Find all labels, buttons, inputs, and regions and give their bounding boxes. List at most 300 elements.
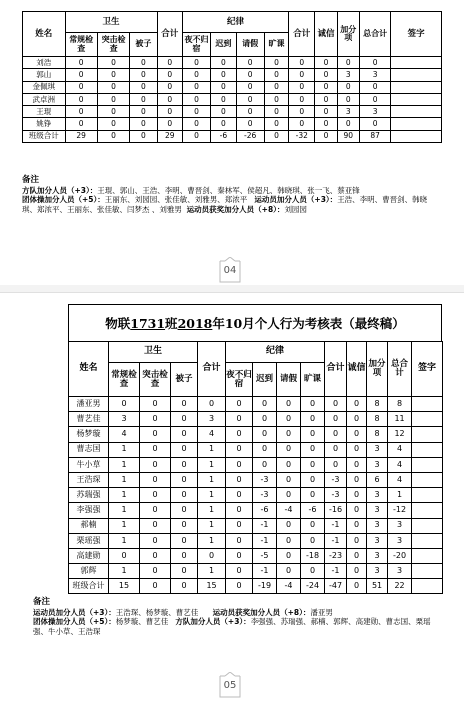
header-leave: 请假 — [236, 33, 264, 57]
score-cell: 0 — [130, 57, 157, 69]
score-cell: 0 — [315, 118, 337, 130]
page-gap — [0, 285, 464, 292]
header-integrity: 诚信 — [347, 342, 367, 397]
score-cell: 0 — [253, 397, 277, 412]
score-cell: 0 — [109, 548, 140, 563]
score-cell: 0 — [253, 412, 277, 427]
table-body-page-4 — [23, 57, 442, 143]
score-cell: 0 — [97, 130, 129, 142]
score-cell: 0 — [157, 118, 182, 130]
score-cell: 90 — [337, 130, 359, 142]
header-quilt: 被子 — [130, 33, 157, 57]
score-cell: 0 — [337, 57, 359, 69]
score-cell: 4 — [198, 427, 226, 442]
score-cell: 0 — [347, 503, 367, 518]
table-row — [69, 518, 443, 533]
score-cell: 0 — [130, 106, 157, 118]
score-cell: 0 — [182, 81, 210, 93]
score-cell: 0 — [140, 548, 171, 563]
score-cell: 3 — [367, 518, 388, 533]
table-row — [23, 57, 442, 69]
score-cell: 0 — [171, 533, 198, 548]
score-cell: 1 — [109, 533, 140, 548]
notes-text: 王丽东、刘园园、张佳敏、刘雅男、郑浓平 — [104, 195, 248, 204]
score-cell: 0 — [289, 81, 315, 93]
score-cell: 0 — [211, 69, 236, 81]
score-cell: 0 — [277, 397, 301, 412]
score-cell: 0 — [359, 118, 390, 130]
score-cell: 0 — [347, 397, 367, 412]
score-cell — [391, 106, 442, 118]
score-cell: -1 — [325, 564, 347, 579]
header-surprise: 突击检查 — [97, 33, 129, 57]
score-cell: -1 — [325, 518, 347, 533]
table-row — [69, 472, 443, 487]
table-row — [23, 93, 442, 105]
score-cell: 0 — [171, 427, 198, 442]
score-cell: 0 — [130, 130, 157, 142]
score-cell: 29 — [65, 130, 97, 142]
score-cell: 0 — [157, 93, 182, 105]
score-cell: 6 — [367, 472, 388, 487]
score-cell: 0 — [198, 548, 226, 563]
score-cell: 0 — [65, 57, 97, 69]
score-cell: 4 — [109, 427, 140, 442]
score-cell: -19 — [253, 579, 277, 594]
score-cell: 3 — [367, 442, 388, 457]
score-cell: 0 — [211, 57, 236, 69]
score-cell: 3 — [388, 518, 412, 533]
score-cell: 0 — [140, 503, 171, 518]
score-cell: 8 — [367, 412, 388, 427]
score-cell: 0 — [182, 93, 210, 105]
score-cell: 11 — [388, 412, 412, 427]
score-cell: 0 — [171, 579, 198, 594]
notes-title: 备注 — [33, 597, 51, 607]
class-total-row — [69, 579, 443, 594]
notes-page-4 — [22, 176, 442, 214]
score-cell — [412, 472, 443, 487]
score-cell: -5 — [253, 548, 277, 563]
table-row — [23, 69, 442, 81]
header-grand-total: 总合计 — [359, 12, 390, 57]
header-total: 合计 — [157, 12, 182, 57]
student-name-cell: 牛小草 — [69, 457, 109, 472]
score-cell: 0 — [347, 548, 367, 563]
score-cell: 0 — [301, 472, 325, 487]
score-cell: 3 — [109, 412, 140, 427]
score-cell: 0 — [277, 518, 301, 533]
score-cell: -4 — [277, 503, 301, 518]
score-cell: 0 — [277, 442, 301, 457]
student-name-cell: 栗瑶强 — [69, 533, 109, 548]
score-cell: 0 — [315, 130, 337, 142]
page-number-badge — [219, 257, 241, 283]
score-cell: 0 — [226, 548, 253, 563]
score-cell: 15 — [109, 579, 140, 594]
score-cell: 0 — [315, 57, 337, 69]
score-cell: -6 — [301, 503, 325, 518]
score-cell: 0 — [157, 57, 182, 69]
score-cell: -47 — [325, 579, 347, 594]
score-cell: 0 — [226, 472, 253, 487]
student-name-cell: 武卓洲 — [23, 93, 66, 105]
table-row — [69, 548, 443, 563]
score-cell: 0 — [289, 57, 315, 69]
table-row — [69, 503, 443, 518]
page-number-badge — [219, 672, 241, 698]
score-cell: 12 — [388, 427, 412, 442]
score-cell: -6 — [211, 130, 236, 142]
score-cell: 0 — [171, 442, 198, 457]
score-cell: 0 — [130, 118, 157, 130]
score-cell: 3 — [198, 412, 226, 427]
score-cell: 22 — [388, 579, 412, 594]
score-cell: 0 — [211, 118, 236, 130]
score-cell: 0 — [301, 533, 325, 548]
score-cell: 0 — [325, 427, 347, 442]
table-row — [23, 106, 442, 118]
header-total: 合计 — [198, 342, 226, 397]
header-bonus: 加分项 — [367, 342, 388, 397]
score-cell: 0 — [97, 69, 129, 81]
score-cell: 0 — [236, 106, 264, 118]
notes-label: 运动员获奖加分人员（+8）： — [186, 204, 285, 214]
score-cell: 3 — [337, 69, 359, 81]
score-cell: 0 — [301, 397, 325, 412]
header-hygiene: 卫生 — [65, 12, 157, 33]
score-cell: 3 — [388, 533, 412, 548]
score-cell: 0 — [226, 533, 253, 548]
score-cell: 3 — [367, 503, 388, 518]
header-regular: 常规检查 — [109, 363, 140, 397]
score-cell: -32 — [289, 130, 315, 142]
score-cell: 51 — [367, 579, 388, 594]
table-row — [23, 118, 442, 130]
notes-page-5 — [33, 598, 445, 636]
score-cell: 0 — [171, 488, 198, 503]
score-cell: 0 — [277, 427, 301, 442]
score-cell: 0 — [171, 457, 198, 472]
student-name-cell: 班级合计 — [69, 579, 109, 594]
notes-title: 备注 — [22, 175, 40, 185]
score-cell: -12 — [388, 503, 412, 518]
score-cell: 0 — [130, 81, 157, 93]
score-cell: 1 — [198, 533, 226, 548]
header-name: 姓名 — [23, 12, 66, 57]
score-cell: 0 — [211, 93, 236, 105]
table-row — [23, 81, 442, 93]
score-cell: 0 — [289, 118, 315, 130]
score-cell: -1 — [253, 518, 277, 533]
score-cell: 0 — [171, 503, 198, 518]
score-cell: 0 — [264, 69, 288, 81]
student-name-cell: 姚铮 — [23, 118, 66, 130]
score-cell: 0 — [236, 69, 264, 81]
score-cell: 0 — [359, 81, 390, 93]
score-cell: -16 — [325, 503, 347, 518]
header-total2: 合计 — [289, 12, 315, 57]
score-cell: 0 — [109, 397, 140, 412]
score-cell: 0 — [226, 564, 253, 579]
score-cell: 3 — [367, 564, 388, 579]
header-surprise: 突击检查 — [140, 363, 171, 397]
score-cell: 0 — [301, 518, 325, 533]
header-discipline: 纪律 — [182, 12, 288, 33]
score-cell: 0 — [289, 93, 315, 105]
score-cell: 0 — [347, 564, 367, 579]
table-row — [69, 533, 443, 548]
score-cell: 1 — [109, 457, 140, 472]
score-cell: 1 — [109, 442, 140, 457]
header-late: 迟到 — [211, 33, 236, 57]
score-cell: -1 — [325, 533, 347, 548]
page-title — [68, 304, 442, 341]
score-cell — [412, 533, 443, 548]
score-cell: -6 — [253, 503, 277, 518]
score-cell: 0 — [140, 457, 171, 472]
score-cell: 87 — [359, 130, 390, 142]
header-leave: 请假 — [277, 363, 301, 397]
score-cell: 0 — [347, 518, 367, 533]
notes-text: 潘亚男 — [310, 607, 333, 617]
score-cell — [412, 427, 443, 442]
score-cell: 3 — [337, 106, 359, 118]
score-cell: 0 — [301, 412, 325, 427]
score-cell: -3 — [325, 488, 347, 503]
score-cell: 0 — [277, 457, 301, 472]
score-cell: 0 — [347, 427, 367, 442]
page-number: 04 — [223, 264, 237, 276]
header-discipline: 纪律 — [226, 342, 325, 363]
score-cell: 29 — [157, 130, 182, 142]
score-cell: 0 — [347, 472, 367, 487]
header-night: 夜不归宿 — [226, 363, 253, 397]
notes-label: 运动员加分人员（+3）： — [254, 195, 338, 204]
score-cell: 0 — [347, 488, 367, 503]
score-cell: 1 — [198, 488, 226, 503]
score-cell: 3 — [367, 533, 388, 548]
score-cell: 0 — [226, 457, 253, 472]
score-table-page-4 — [22, 11, 442, 143]
student-name-cell: 刘浩 — [23, 57, 66, 69]
score-cell: 0 — [277, 412, 301, 427]
score-cell — [412, 548, 443, 563]
score-cell: 0 — [264, 57, 288, 69]
score-cell: 1 — [198, 518, 226, 533]
score-cell: 0 — [289, 69, 315, 81]
score-cell: 0 — [140, 579, 171, 594]
score-cell: 1 — [198, 472, 226, 487]
score-cell: 0 — [277, 472, 301, 487]
score-cell: 0 — [337, 81, 359, 93]
score-cell: -4 — [277, 579, 301, 594]
score-cell — [391, 81, 442, 93]
score-cell — [391, 93, 442, 105]
score-cell: 0 — [198, 397, 226, 412]
score-cell: 0 — [337, 93, 359, 105]
score-cell — [391, 130, 442, 142]
notes-label: 运动员获奖加分人员（+8）： — [212, 607, 311, 617]
score-cell: 0 — [359, 57, 390, 69]
score-cell: 0 — [236, 81, 264, 93]
score-cell: -1 — [253, 564, 277, 579]
score-cell: 8 — [367, 427, 388, 442]
score-cell: 0 — [65, 69, 97, 81]
score-cell: 0 — [157, 81, 182, 93]
score-cell: -3 — [253, 472, 277, 487]
score-cell: 0 — [337, 118, 359, 130]
header-hygiene: 卫生 — [109, 342, 198, 363]
score-cell: 0 — [289, 106, 315, 118]
score-cell — [412, 564, 443, 579]
score-cell: 1 — [109, 503, 140, 518]
score-cell: 0 — [226, 427, 253, 442]
score-cell: 0 — [171, 472, 198, 487]
score-cell: 0 — [253, 457, 277, 472]
score-cell — [412, 518, 443, 533]
notes-label: 团体操加分人员（+5）： — [22, 195, 105, 204]
score-cell: 0 — [211, 81, 236, 93]
score-cell: 0 — [140, 488, 171, 503]
score-cell: 0 — [182, 69, 210, 81]
notes-text: 李强强、苏瑞强、郝楠、郭辉、高建勋、曹志国、栗瑶强、牛小草、王浩琛 — [33, 617, 431, 636]
header-integrity: 诚信 — [315, 12, 337, 57]
score-cell: 0 — [140, 472, 171, 487]
score-cell: 0 — [171, 412, 198, 427]
table-row — [69, 427, 443, 442]
score-cell: 0 — [264, 118, 288, 130]
score-cell: 0 — [277, 488, 301, 503]
score-cell: 0 — [315, 106, 337, 118]
score-cell: 0 — [171, 564, 198, 579]
score-cell: 0 — [182, 106, 210, 118]
page-number: 05 — [223, 679, 237, 691]
score-cell: 0 — [140, 564, 171, 579]
score-cell: 0 — [347, 412, 367, 427]
score-cell: 0 — [130, 93, 157, 105]
score-cell: 0 — [264, 93, 288, 105]
score-cell: 0 — [315, 69, 337, 81]
score-cell: 1 — [109, 518, 140, 533]
score-cell: 0 — [347, 579, 367, 594]
score-cell: -18 — [301, 548, 325, 563]
score-cell: 0 — [157, 69, 182, 81]
header-total2: 合计 — [325, 342, 347, 397]
title-year: 2018 — [177, 315, 213, 331]
score-cell: 3 — [359, 69, 390, 81]
score-cell: 0 — [236, 118, 264, 130]
class-total-row — [23, 130, 442, 142]
score-cell: 0 — [236, 57, 264, 69]
header-name: 姓名 — [69, 342, 109, 397]
score-cell: 0 — [325, 397, 347, 412]
score-cell: 0 — [301, 564, 325, 579]
header-grand-total: 总合计 — [388, 342, 412, 397]
score-cell: 1 — [109, 564, 140, 579]
score-cell: 0 — [226, 488, 253, 503]
student-name-cell: 李强强 — [69, 503, 109, 518]
notes-text: 杨梦璇、曹艺佳 — [115, 617, 169, 626]
score-cell: 0 — [140, 533, 171, 548]
score-cell — [391, 118, 442, 130]
score-cell: 0 — [226, 518, 253, 533]
score-cell: 3 — [367, 457, 388, 472]
score-cell: 0 — [301, 457, 325, 472]
score-cell: 1 — [109, 488, 140, 503]
title-part: 物联 — [105, 316, 131, 331]
table-row — [69, 397, 443, 412]
notes-label: 团体操加分人员（+5）： — [33, 617, 116, 626]
notes-label: 方队加分人员（+3）： — [22, 185, 98, 195]
header-absent: 旷课 — [301, 363, 325, 397]
score-cell: 0 — [140, 412, 171, 427]
notes-text: 刘园园 — [284, 204, 307, 214]
score-cell: 0 — [347, 533, 367, 548]
student-name-cell: 郭山 — [23, 69, 66, 81]
score-cell: 0 — [97, 106, 129, 118]
notes-label: 运动员加分人员（+3）： — [33, 607, 116, 617]
score-cell — [412, 397, 443, 412]
header-absent: 旷课 — [264, 33, 288, 57]
score-cell: 0 — [236, 93, 264, 105]
student-name-cell: 王琨 — [23, 106, 66, 118]
title-part: 年10月个人行为考核表（最终稿） — [212, 316, 405, 331]
student-name-cell: 杨梦璇 — [69, 427, 109, 442]
student-name-cell: 苏瑞强 — [69, 488, 109, 503]
score-cell: 0 — [253, 427, 277, 442]
table-row — [69, 412, 443, 427]
score-cell: 0 — [65, 93, 97, 105]
notes-text: 王浩琛、杨梦璇、曹艺佳 — [115, 607, 199, 617]
notes-text: 王浩、李明、曹晋剑、韩晓琪、郑浓平、王丽东、张佳敏、闫梦杰 、刘雅男 — [22, 195, 428, 214]
score-cell: 0 — [171, 548, 198, 563]
score-cell: 0 — [253, 442, 277, 457]
score-cell: 0 — [226, 442, 253, 457]
score-cell: 0 — [157, 106, 182, 118]
score-cell: -20 — [388, 548, 412, 563]
score-cell: 1 — [198, 442, 226, 457]
score-cell — [412, 503, 443, 518]
title-part: 班 — [165, 316, 178, 331]
student-name-cell: 王浩琛 — [69, 472, 109, 487]
score-cell: 0 — [65, 81, 97, 93]
score-cell: 3 — [367, 548, 388, 563]
score-cell: 0 — [226, 579, 253, 594]
score-cell: 0 — [182, 130, 210, 142]
score-cell — [412, 488, 443, 503]
score-cell: 0 — [97, 57, 129, 69]
header-sign: 签字 — [391, 12, 442, 57]
score-cell: -26 — [236, 130, 264, 142]
score-cell: 0 — [277, 548, 301, 563]
score-cell: 0 — [171, 397, 198, 412]
score-cell — [391, 57, 442, 69]
score-cell: 4 — [388, 457, 412, 472]
score-cell: 1 — [109, 472, 140, 487]
score-cell: -1 — [253, 533, 277, 548]
score-cell: 0 — [182, 57, 210, 69]
score-cell: 3 — [367, 488, 388, 503]
score-cell: 0 — [140, 518, 171, 533]
score-cell: 0 — [140, 442, 171, 457]
header-sign: 签字 — [412, 342, 443, 397]
header-night: 夜不归宿 — [182, 33, 210, 57]
page-separator — [0, 292, 464, 293]
score-cell: 0 — [226, 397, 253, 412]
student-name-cell: 曹志国 — [69, 442, 109, 457]
score-cell: 0 — [171, 518, 198, 533]
